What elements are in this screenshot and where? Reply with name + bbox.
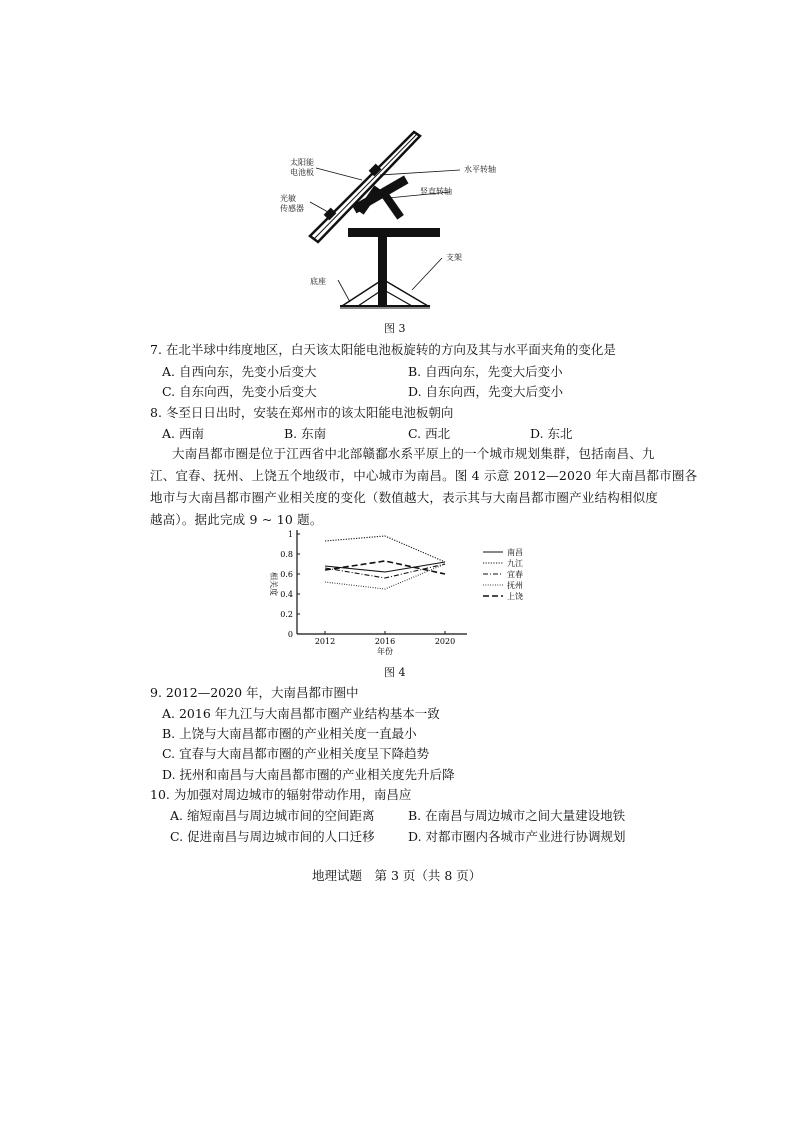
label-horizontal-axis: 水平转轴 bbox=[464, 165, 496, 174]
question-7-option-c: C. 自东向西，先变小后变大 bbox=[162, 384, 317, 399]
passage-line-4: 越高）。据此完成 9 ~ 10 题。 bbox=[150, 512, 323, 527]
question-8-option-b: B. 东南 bbox=[284, 426, 327, 441]
question-7-option-b: B. 自西向东，先变大后变小 bbox=[408, 364, 563, 379]
y-tick-label: 0.4 bbox=[280, 590, 293, 599]
label-base: 底座 bbox=[310, 277, 326, 286]
x-tick-label: 2016 bbox=[374, 637, 396, 646]
question-10-option-c: C. 促进南昌与周边城市间的人口迁移 bbox=[170, 829, 375, 844]
y-tick-label: 0 bbox=[287, 630, 293, 639]
passage-line-1: 大南昌都市圈是位于江西省中北部赣鄱水系平原上的一个城市规划集群，包括南昌、九 bbox=[172, 446, 655, 461]
question-9-option-a: A. 2016 年九江与大南昌都市圈产业结构基本一致 bbox=[162, 706, 440, 721]
page-footer: 地理试题 第 3 页（共 8 页） bbox=[312, 868, 482, 883]
y-tick-label: 0.6 bbox=[280, 570, 293, 579]
question-10-option-a: A. 缩短南昌与周边城市间的空间距离 bbox=[170, 808, 375, 823]
question-8-stem: 8. 冬至日日出时，安装在郑州市的该太阳能电池板朝向 bbox=[150, 405, 454, 420]
x-tick-label: 2012 bbox=[314, 637, 336, 646]
figure-4-chart bbox=[255, 530, 555, 660]
series-line-1 bbox=[325, 536, 445, 562]
question-10-stem: 10. 为加强对周边城市的辐射带动作用，南昌应 bbox=[150, 787, 412, 802]
legend-label-2: 宜春 bbox=[507, 570, 523, 579]
question-8-option-d: D. 东北 bbox=[530, 426, 573, 441]
question-9-option-b: B. 上饶与大南昌都市圈的产业相关度一直最小 bbox=[162, 726, 417, 741]
question-9-stem: 9. 2012—2020 年，大南昌都市圈中 bbox=[150, 685, 359, 700]
industry-correlation-chart bbox=[255, 530, 555, 660]
label-light-sensor: 光敏 传感器 bbox=[280, 194, 304, 213]
legend-label-4: 上饶 bbox=[507, 592, 523, 601]
legend-label-0: 南昌 bbox=[507, 548, 523, 557]
y-tick-label: 1 bbox=[287, 530, 293, 539]
question-8-option-c: C. 西北 bbox=[408, 426, 451, 441]
question-10-option-b: B. 在南昌与周边城市之间大量建设地铁 bbox=[408, 808, 626, 823]
question-7-stem: 7. 在北半球中纬度地区，白天该太阳能电池板旋转的方向及其与水平面夹角的变化是 bbox=[150, 342, 616, 357]
figure-4-caption: 图 4 bbox=[384, 666, 406, 679]
label-bracket: 支架 bbox=[446, 253, 462, 262]
x-tick-label: 2020 bbox=[434, 637, 456, 646]
question-7-option-a: A. 自西向东，先变小后变大 bbox=[162, 364, 317, 379]
y-axis-label: 相关度 bbox=[269, 572, 278, 596]
y-tick-label: 0.8 bbox=[280, 550, 293, 559]
figure-3-caption: 图 3 bbox=[384, 322, 406, 335]
question-7-option-d: D. 自东向西，先变大后变小 bbox=[408, 384, 564, 399]
question-8-option-a: A. 西南 bbox=[162, 426, 204, 441]
question-9-option-c: C. 宜春与大南昌都市圈的产业相关度呈下降趋势 bbox=[162, 746, 430, 761]
passage-line-2: 江、宜春、抚州、上饶五个地级市，中心城市为南昌。图 4 示意 2012—2020 年大南昌都市圈各 bbox=[150, 468, 698, 483]
x-axis-label: 年份 bbox=[377, 647, 393, 656]
y-tick-label: 0.2 bbox=[280, 610, 293, 619]
figure-3 bbox=[270, 130, 520, 330]
label-vertical-axis: 竖直转轴 bbox=[420, 187, 452, 196]
label-solar-panel: 太阳能 电池板 bbox=[290, 158, 314, 177]
question-9-option-d: D. 抚州和南昌与大南昌都市圈的产业相关度先升后降 bbox=[162, 767, 455, 782]
question-10-option-d: D. 对都市圈内各城市产业进行协调规划 bbox=[408, 829, 626, 844]
legend-label-1: 九江 bbox=[507, 559, 523, 568]
passage-line-3: 地市与大南昌都市圈产业相关度的变化（数值越大，表示其与大南昌都市圈产业结构相似度 bbox=[150, 490, 659, 505]
legend-label-3: 抚州 bbox=[507, 581, 523, 590]
